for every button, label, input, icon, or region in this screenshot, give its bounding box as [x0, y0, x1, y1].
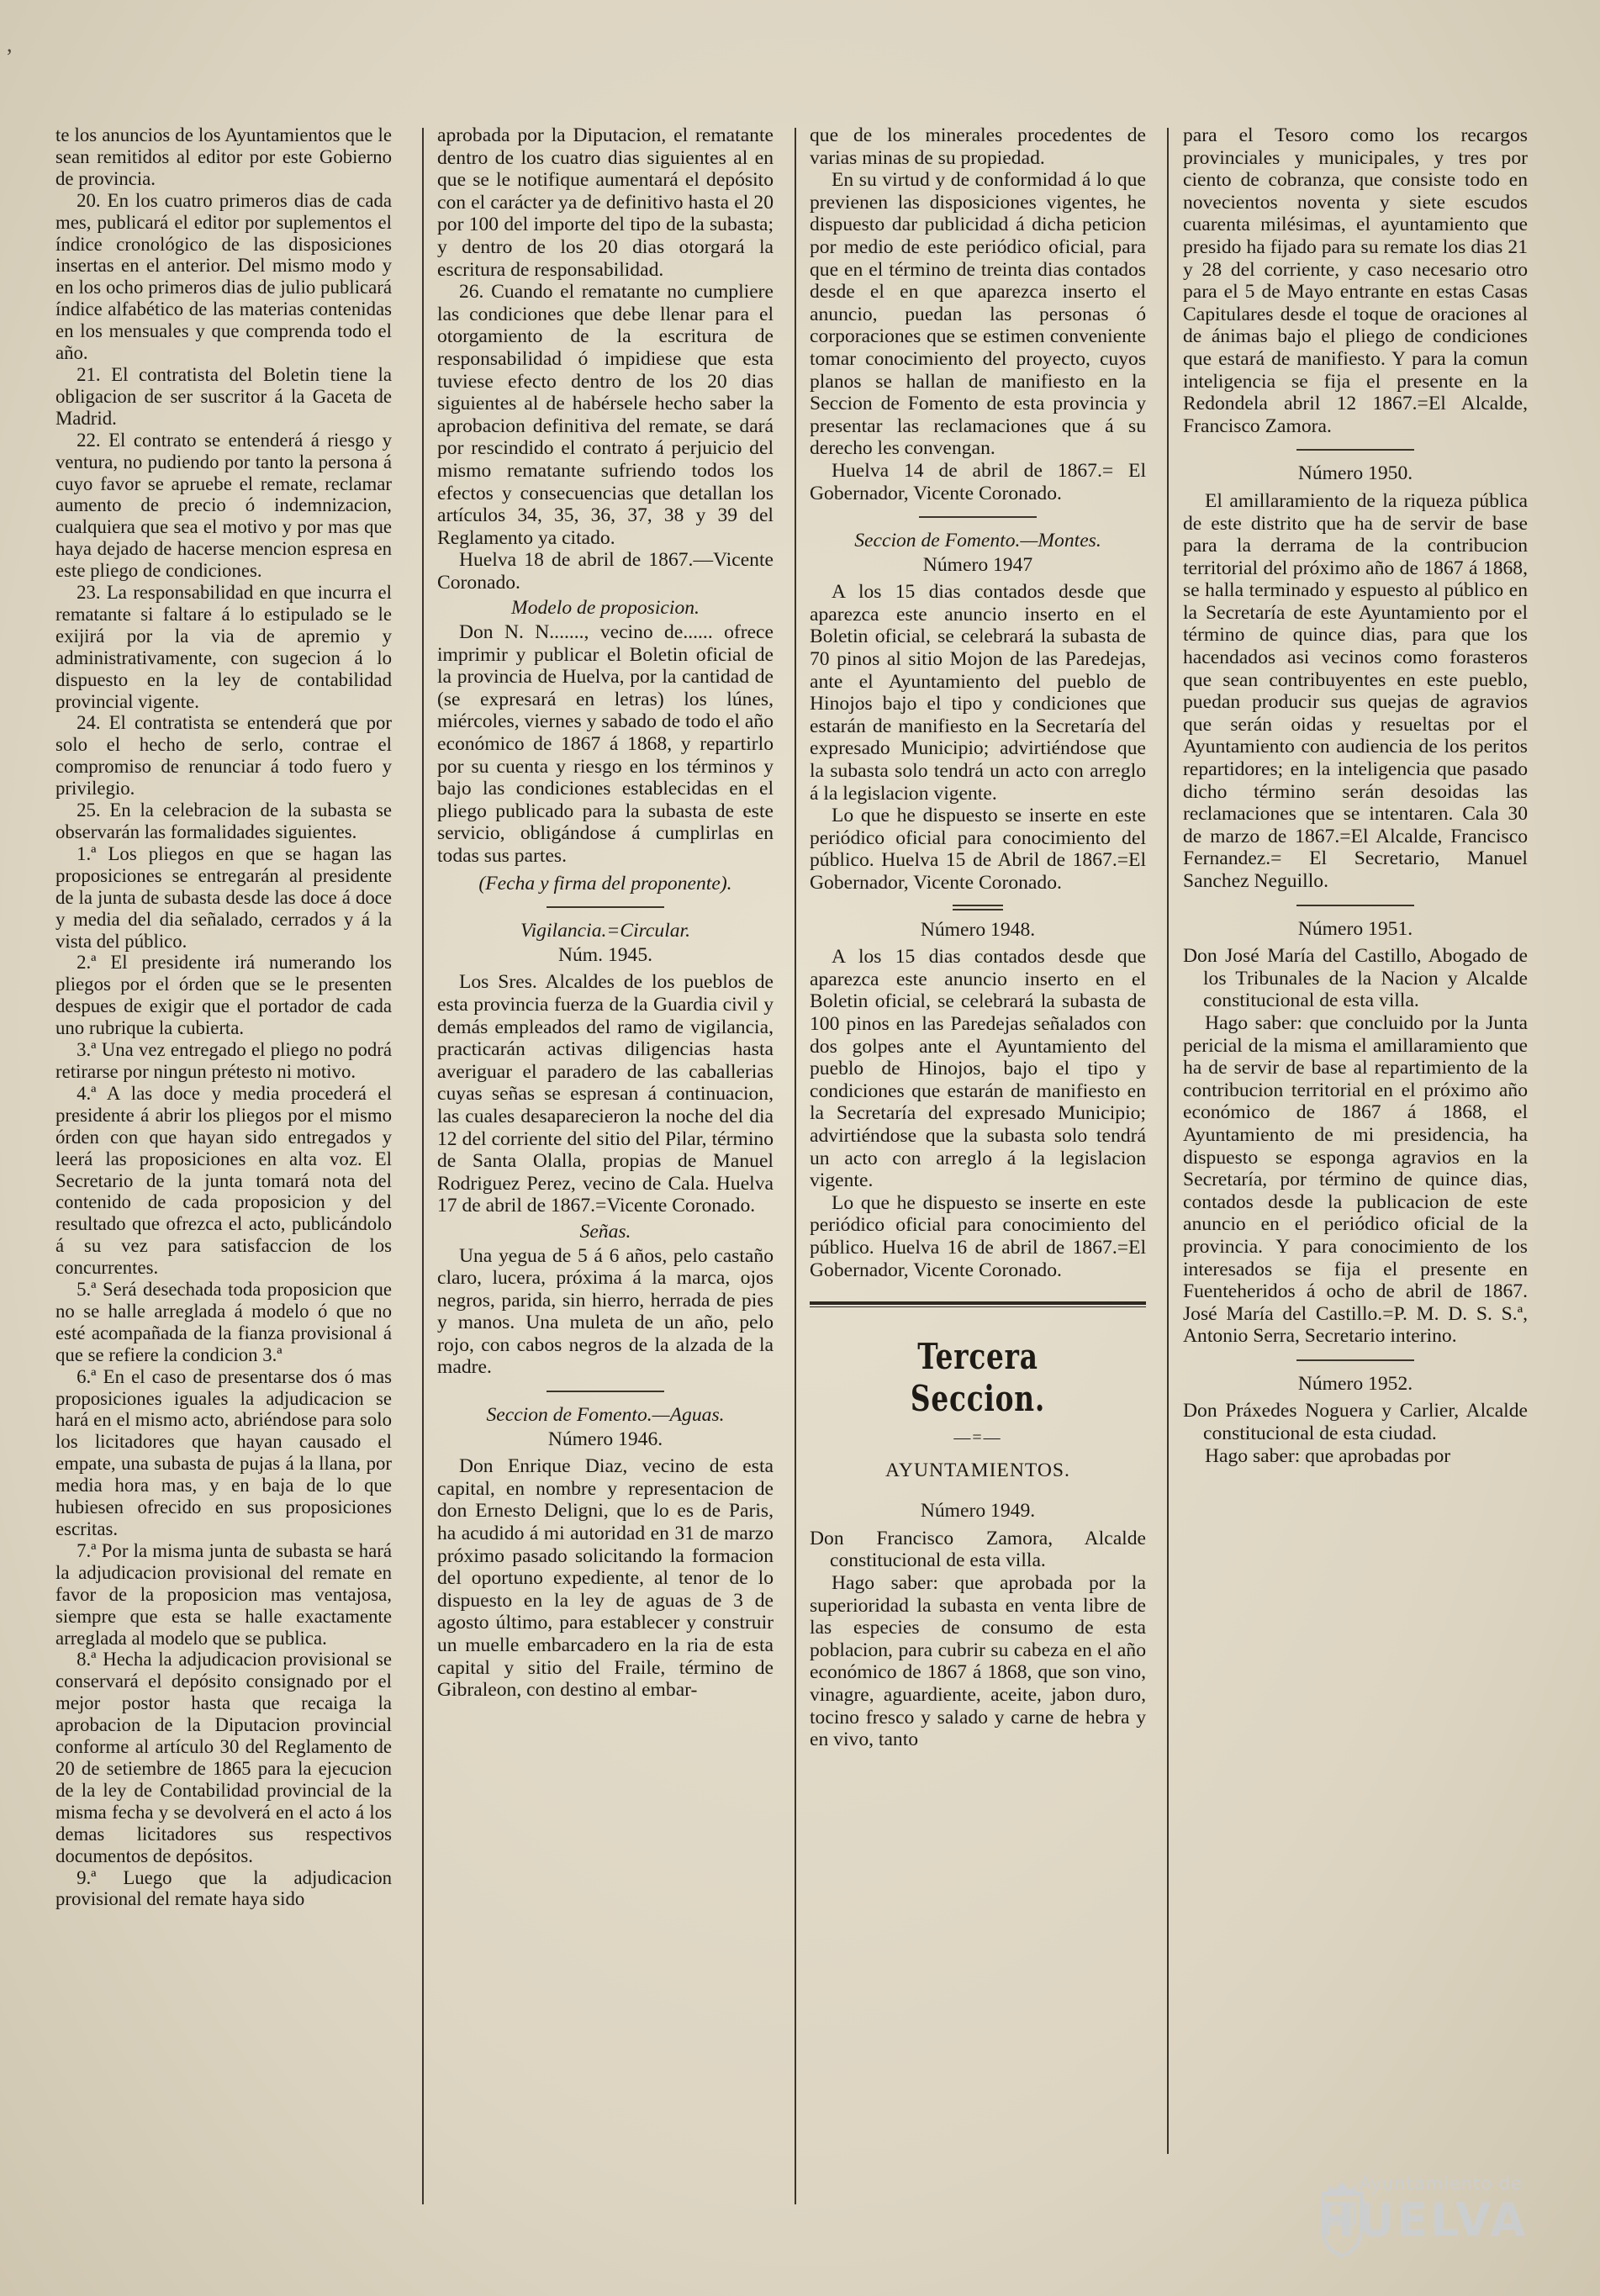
paragraph: 2.ª El presidente irá numerando los pliegos por el órden que se le presenten despues de exigir que el portador de cada uno rubrique la cubierta. — [55, 952, 392, 1039]
paragraph: 23. La responsabilidad en que incurra el rematante si faltare á lo estipulado se le exijirá por la via de apremio y administrativamente, con sugecion á lo dispuesto en la ley de contabilidad provincial vigente. — [55, 582, 392, 712]
separator-rule — [919, 516, 1037, 518]
separator-rule — [547, 906, 664, 908]
column-rule — [422, 128, 424, 2204]
column-4 — [1183, 124, 1528, 1467]
paragraph: Don Francisco Zamora, Alcalde constitucional de esta villa. — [810, 1527, 1146, 1572]
paragraph: que de los minerales procedentes de varias minas de su propiedad. — [810, 124, 1146, 169]
paragraph: A los 15 dias contados desde que aparezca este anuncio inserto en el Boletin oficial, se celebrará la subasta de 100 pinos en las Paredejas señalados con dos golpes ante el Ayuntamiento del pueblo de Hinojos, bajo el tipo y condiciones que estarán de manifiesto en la Secretaría del expresado Municipio; advirtiéndose que la subasta solo tendrá un acto con arreglo á la legislacion vigente. — [810, 946, 1146, 1192]
paragraph: te los anuncios de los Ayuntamientos que le sean remitidos al editor por este Gobierno de provincia. — [55, 124, 392, 189]
paragraph: Don Práxedes Noguera y Carlier, Alcalde constitucional de esta ciudad. — [1183, 1400, 1528, 1445]
notice-number: Número 1949. — [920, 1500, 1036, 1523]
paragraph: Lo que he dispuesto se inserte en este periódico oficial para conocimiento del público. Huelva 15 de Abril de 1867.=El Gobernador, Vicente Coronado. — [810, 805, 1146, 894]
column-rule — [795, 128, 796, 2204]
signature-line: Huelva 18 de abril de 1867.—Vicente Coronado. — [437, 549, 774, 594]
section-heading: Señas. — [579, 1220, 631, 1243]
paragraph: Don N. N......., vecino de...... ofrece imprimir y publicar el Boletin oficial de la provincia de Huelva, por la cantidad de (se expresará en letras) los lúnes, miércoles, viernes y sabado de todo el año económico de 1867 á 1868, y repartirlo por su cuenta y riesgo en los términos y bajo las condiciones establecidas en el pliego publicado para la subasta de este servicio, obligándose á cumplirlas en todas sus partes. — [437, 621, 774, 867]
paragraph: 3.ª Una vez entregado el pliego no podrá retirarse por ningun prétesto ni motivo. — [55, 1039, 392, 1082]
column-1 — [55, 124, 392, 1910]
paragraph: Hago saber: que aprobadas por — [1204, 1444, 1451, 1467]
column-3 — [810, 124, 1146, 1751]
separator-rule — [1296, 449, 1414, 451]
paragraph: 8.ª Hecha la adjudicacion provisional se conservará el depósito consignado por el mejor postor hasta que recaiga la aprobacion de la Diputacion provincial conforme al artículo 30 del Reglamento de 20 de setiembre de 1865 para la ejecucion de la ley de Contabilidad provincial de la misma fecha y se devolverá en el acto á los demas licitadores sus respectivos documentos de depósitos. — [55, 1649, 392, 1866]
section-rule-thin — [810, 1306, 1146, 1307]
signature-line: Huelva 14 de abril de 1867.= El Gobernador, Vicente Coronado. — [810, 459, 1146, 504]
notice-number: Número 1948. — [920, 918, 1036, 941]
paragraph: 24. El contratista se entenderá que por solo el hecho de serlo, contrae el compromiso de renunciar á todo fuero y privilegio. — [55, 712, 392, 800]
signature-note: (Fecha y firma del proponente). — [478, 872, 732, 895]
paragraph: A los 15 dias contados desde que aparezca este anuncio inserto en el Boletin oficial, se celebrará la subasta de 70 pinos al sitio Mojon de las Paredejas, ante el Ayuntamiento del pueblo de Hinojos bajo el tipo y condiciones que estarán de manifiesto en la Secretaría del expresado Municipio; advirtiéndose que la subasta solo tendrá un acto con arreglo á la legislacion vigente. — [810, 581, 1146, 805]
notice-number: Número 1951. — [1297, 917, 1413, 940]
paragraph: 21. El contratista del Boletin tiene la obligacion de ser suscritor á la Gaceta de Madrid. — [55, 363, 392, 429]
section-rule-thick — [810, 1301, 1146, 1305]
paragraph: Don José María del Castillo, Abogado de los Tribunales de la Nacion y Alcalde constitucional de esta villa. — [1183, 945, 1528, 1012]
ornament-divider: —=— — [953, 1428, 1002, 1448]
section-heading: Vigilancia.=Circular. — [520, 920, 691, 942]
paragraph: aprobada por la Diputacion, el rematante dentro de los cuatro dias siguientes al en que se le notifique aumentará el depósito con el carácter ya de definitivo hasta el 20 por 100 del importe del tipo de la subasta; y dentro de los 20 dias otorgará la escritura de responsabilidad. — [437, 124, 774, 281]
paragraph: para el Tesoro como los recargos provinciales y municipales, y tres por ciento de cobranza, que consiste todo en novecientos noventa y siete escudos cuarenta milésimas, el ayuntamiento que presido ha fijado para su remate los dias 21 y 28 del corriente, y caso necesario otro para el 5 de Mayo entrante en estas Casas Capitulares desde el toque de oraciones al de ánimas bajo el pliego de condiciones que estará de manifiesto. Y para la comun inteligencia se fija el presente en la Redondela abril 12 1867.=El Alcalde, Francisco Zamora. — [1183, 124, 1528, 437]
paragraph: 1.ª Los pliegos en que se hagan las proposiciones se entregarán al presidente de la junta de subasta desde las doce á doce y media del dia señalado, cerrados y á la vista del público. — [55, 842, 392, 952]
notice-number: Número 1950. — [1297, 462, 1413, 485]
paragraph: 4.ª A las doce y media procederá el presidente á abrir los pliegos por el mismo órden con que hayan sido entregados y leerá las proposiciones en alta voz. El Secretario de la junta tomará nota del contenido de cada proposicion y del resultado que ofrezca el acto, publicándolo á su vez para satisfaccion de los concurrentes. — [55, 1082, 392, 1279]
paragraph: 7.ª Por la misma junta de subasta se hará la adjudicacion provisional del remate en favor de la proposicion mas ventajosa, siempre que esta se halle exactamente arreglada al modelo que se publica. — [55, 1539, 392, 1649]
separator-rule — [547, 1391, 664, 1392]
paragraph: Una yegua de 5 á 6 años, pelo castaño claro, lucera, próxima á la marca, ojos negros, parida, sin hierro, herrada de pies y manos. Una muleta de un año, pelo rojo, con cabos negros de la alzada de la madre. — [437, 1244, 774, 1379]
section-heading: Seccion de Fomento.—Aguas. — [486, 1404, 725, 1427]
archive-watermark — [1317, 2173, 1528, 2266]
paragraph: Don Enrique Diaz, vecino de esta capital, en nombre y representacion de don Ernesto Deligni, que lo es de Paris, ha acudido á mi autoridad en 31 de marzo próximo pasado solicitando la formacion del oportuno expediente, al tenor de lo dispuesto en la ley de aguas de 3 de agosto último, para establecer y construir un muelle embarcadero en la ria de esta capital y sitio del Fraile, término de Gibraleon, con destino al embar- — [437, 1455, 774, 1702]
section-title: Tercera Seccion. — [910, 1336, 1046, 1420]
paragraph: Hago saber: que aprobada por la superioridad la subasta en venta libre de las especies de consumo de esta poblacion, para cubrir su cabeza en el año económico de 1867 á 1868, que son vino, vinagre, aguardiente, aceite, jabon duro, tocino fresco y salado y carne de hebra y en vivo, tanto — [810, 1572, 1146, 1751]
paragraph: 9.ª Luego que la adjudicacion provisional del remate haya sido — [55, 1866, 392, 1910]
paragraph: Los Sres. Alcaldes de los pueblos de esta provincia fuerza de la Guardia civil y demás empleados del ramo de vigilancia, practicarán activas diligencias hasta averiguar el paradero de las caballerias cuyas señas se espresan á continuacion, las cuales desaparecieron la noche del dia 12 del corriente del sitio del Pilar, término de Santa Olalla, propias de Manuel Rodriguez Perez, vecino de Cala. Huelva 17 de abril de 1867.=Vicente Coronado. — [437, 971, 774, 1217]
separator-rule — [1296, 905, 1414, 906]
notice-number: Número 1946. — [547, 1428, 663, 1450]
watermark-text: Ayuntamiento de — [1359, 2173, 1523, 2193]
paragraph: El amillaramiento de la riqueza pública de este distrito que ha de servir de base para la derrama de la contribucion territorial del próximo año de 1867 á 1868, se halla terminado y espuesto al público en la Secretaría de este Ayuntamiento por el término de quince dias, para que los hacendados asi vecinos como forasteros que sean contribuyentes en este pueblo, puedan producir sus quejas de agravios que serán oidas y resueltas por el Ayuntamiento con audiencia de los peritos repartidores; en la inteligencia que pasado dicho término serán desoidas las reclamaciones que se intentaren. Cala 30 de marzo de 1867.=El Alcalde, Francisco Fernandez.= El Secretario, Manuel Sanchez Neguillo. — [1183, 489, 1528, 892]
separator-rule — [1296, 1359, 1414, 1361]
subsection-heading: AYUNTAMIENTOS. — [885, 1459, 1070, 1481]
notice-number: Núm. 1945. — [557, 943, 653, 966]
paragraph: 26. Cuando el rematante no cumpliere las condiciones que debe llenar para el otorgamiento de la escritura de responsabilidad ó impidiese que esta tuviese efecto dentro de los 20 dias siguientes al de habérsele hecho saber la aprobacion definitiva del remate, se dará por rescindido el contrato á perjuicio del mismo rematante sufriendo todos los efectos y consecuencias que detallan los artículos 34, 35, 36, 37, 38 y 39 del Reglamento ya citado. — [437, 281, 774, 549]
paragraph: En su virtud y de conformidad á lo que previenen las disposiciones vigentes, he dispuesto dar publicidad á dicha peticion por medio de este periódico oficial, para que en el término de treinta dias contados desde el en que aparezca inserto el anuncio, puedan las personas ó corporaciones que se estimen conveniente tomar conocimiento del proyecto, cuyos planos se hallan de manifiesto en la Seccion de Fomento de esta provincia y presentar las reclamaciones que á su derecho les convengan. — [810, 169, 1146, 460]
section-heading: Seccion de Fomento.—Montes. — [854, 530, 1101, 552]
notice-number: Número 1952. — [1297, 1372, 1413, 1395]
paragraph: 25. En la celebracion de la subasta se observarán las formalidades siguientes. — [55, 800, 392, 842]
column-rule — [1167, 128, 1169, 2154]
paragraph: 20. En los cuatro primeros dias de cada mes, publicará el editor por suplementos el índice cronológico de las disposiciones insertas en el anterior. Del mismo modo y en los ocho primeros dias de julio publicará índice alfabético de las materias contenidas en los mensuales y que comprenda todo el año. — [55, 189, 392, 364]
paragraph: Lo que he dispuesto se inserte en este periódico oficial para conocimiento del público. Huelva 16 de abril de 1867.=El Gobernador, Vicente Coronado. — [810, 1191, 1146, 1281]
paragraph: 5.ª Será desechada toda proposicion que no se halle arreglada á modelo ó que no esté acompañada de la fianza provisional á que se refiere la condicion 3.ª — [55, 1279, 392, 1365]
notice-number: Número 1947 — [922, 553, 1033, 576]
column-2 — [437, 124, 774, 1702]
margin-mark: , — [7, 32, 13, 56]
watermark-title: HUELVA — [1317, 2193, 1528, 2246]
paragraph: 22. El contrato se entenderá á riesgo y ventura, no pudiendo por tanto la persona á cuyo favor se apruebe el remate, reclamar aumento de precio ó indemnizacion, cualquiera que sea el motivo y por mas que haya dejado de hacerse mencion espresa en este pliego de condiciones. — [55, 429, 392, 582]
double-separator — [953, 905, 1003, 910]
paragraph: 6.ª En el caso de presentarse dos ó mas proposiciones iguales la adjudicacion se hará en el mismo acto, abriéndose para solo los licitadores que hayan causado el empate, una subasta de pujas á la llana, por media hora mas, y en baja de lo que hubiesen ofrecido en sus proposiciones escritas. — [55, 1365, 392, 1539]
section-heading: Modelo de proposicion. — [511, 597, 700, 620]
paragraph: Hago saber: que concluido por la Junta pericial de la misma el amillaramiento que ha de servir de base al repartimiento de la contribucion territorial en el próximo año económico de 1867 á 1868, el Ayuntamiento de mi presidencia, ha dispuesto se esponga agravios en la Secretaría, por término de quince dias, contados desde la publicacion de este anuncio en el periódico oficial de la provincia. Y para conocimiento de los interesados se fija el presente en Fuenteheridos á ocho de abril de 1867. José María del Castillo.=P. M. D. S. S.ª, Antonio Serra, Secretario interino. — [1183, 1011, 1528, 1348]
